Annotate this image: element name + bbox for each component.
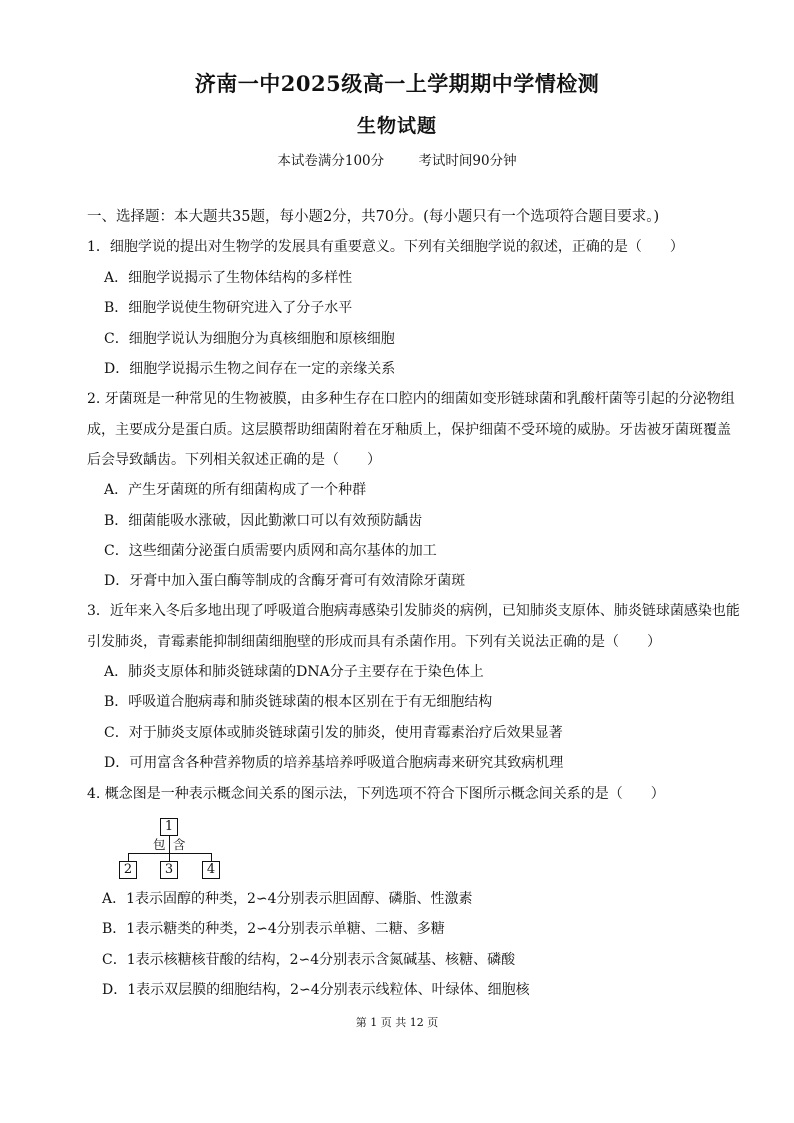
question-stem: 后会导致龋齿。下列相关叙述正确的是（ ） xyxy=(87,452,381,468)
option-d: D．牙膏中加入蛋白酶等制成的含酶牙膏可有效清除牙菌斑 xyxy=(104,573,466,589)
option-c: C．对于肺炎支原体或肺炎链球菌引发的肺炎，使用青霉素治疗后效果显著 xyxy=(104,725,563,741)
connector-line xyxy=(169,853,170,861)
option-d: D．可用富含各种营养物质的培养基培养呼吸道合胞病毒来研究其致病机理 xyxy=(104,755,564,771)
connector-line xyxy=(128,853,129,861)
question-stem: 2. 牙菌斑是一种常见的生物被膜，由多种生存在口腔内的细菌如变形链球菌和乳酸杆菌等引起的分泌物组 xyxy=(87,391,735,407)
option-a: A．肺炎支原体和肺炎链球菌的DNA分子主要存在于染色体上 xyxy=(104,664,484,680)
option-a: A．细胞学说揭示了生物体结构的多样性 xyxy=(104,270,353,286)
option-b: B．细胞学说使生物研究进入了分子水平 xyxy=(104,300,353,316)
question-stem: 成，主要成分是蛋白质。这层膜帮助细菌附着在牙釉质上，保护细菌不受环境的威胁。牙齿被牙菌斑覆盖 xyxy=(87,422,731,438)
connector-line xyxy=(211,853,212,861)
option-d: D．细胞学说揭示生物之间存在一定的亲缘关系 xyxy=(104,361,396,377)
option-b: B．呼吸道合胞病毒和肺炎链球菌的根本区别在于有无细胞结构 xyxy=(104,694,493,710)
exam-meta xyxy=(0,149,794,169)
question-stem: 1．细胞学说的提出对生物学的发展具有重要意义。下列有关细胞学说的叙述，正确的是（ ） xyxy=(87,239,684,255)
option-a: A．1表示固醇的种类，2∽4分别表示胆固醇、磷脂、性激素 xyxy=(102,891,473,907)
option-a: A．产生牙菌斑的所有细菌构成了一个种群 xyxy=(104,482,367,498)
connector-line xyxy=(169,836,170,853)
concept-box-child: 4 xyxy=(202,861,220,879)
concept-box-top: 1 xyxy=(160,818,178,836)
relation-label: 包 xyxy=(153,837,166,852)
relation-label: 含 xyxy=(173,837,186,852)
concept-diagram xyxy=(118,818,222,880)
option-b: B．1表示糖类的种类，2∽4分别表示单糖、二糖、多糖 xyxy=(102,921,445,937)
option-c: C．细胞学说认为细胞分为真核细胞和原核细胞 xyxy=(104,331,395,347)
section-heading: 一、选择题：本大题共35题，每小题2分，共70分。(每小题只有一个选项符合题目要求。) xyxy=(87,209,660,225)
subject-title: 生物试题 xyxy=(356,115,437,137)
option-b: B．细菌能吸水涨破，因此勤漱口可以有效预防龋齿 xyxy=(104,513,423,529)
question-stem: 引发肺炎，青霉素能抑制细菌细胞壁的形成而具有杀菌作用。下列有关说法正确的是（ ） xyxy=(87,634,661,650)
option-c: C．这些细菌分泌蛋白质需要内质网和高尔基体的加工 xyxy=(104,543,437,559)
concept-box-child: 3 xyxy=(160,861,178,879)
time-note: 考试时间90分钟 xyxy=(418,153,517,169)
exam-title: 济南一中2025级高一上学期期中学情检测 xyxy=(194,71,600,96)
option-c: C．1表示核糖核苷酸的结构，2∽4分别表示含氮碱基、核糖、磷酸 xyxy=(102,952,516,968)
page-footer: 第 1 页 共 12 页 xyxy=(355,1016,439,1029)
concept-box-child: 2 xyxy=(119,861,137,879)
question-stem: 3．近年来入冬后多地出现了呼吸道合胞病毒感染引发肺炎的病例，已知肺炎支原体、肺炎链球菌感染也能 xyxy=(87,603,740,619)
score-note: 本试卷满分100分 xyxy=(277,153,385,169)
question-stem: 4. 概念图是一种表示概念间关系的图示法，下列选项不符合下图所示概念间关系的是（ ） xyxy=(87,786,665,802)
option-d: D．1表示双层膜的细胞结构，2∽4分别表示线粒体、叶绿体、细胞核 xyxy=(102,982,530,998)
